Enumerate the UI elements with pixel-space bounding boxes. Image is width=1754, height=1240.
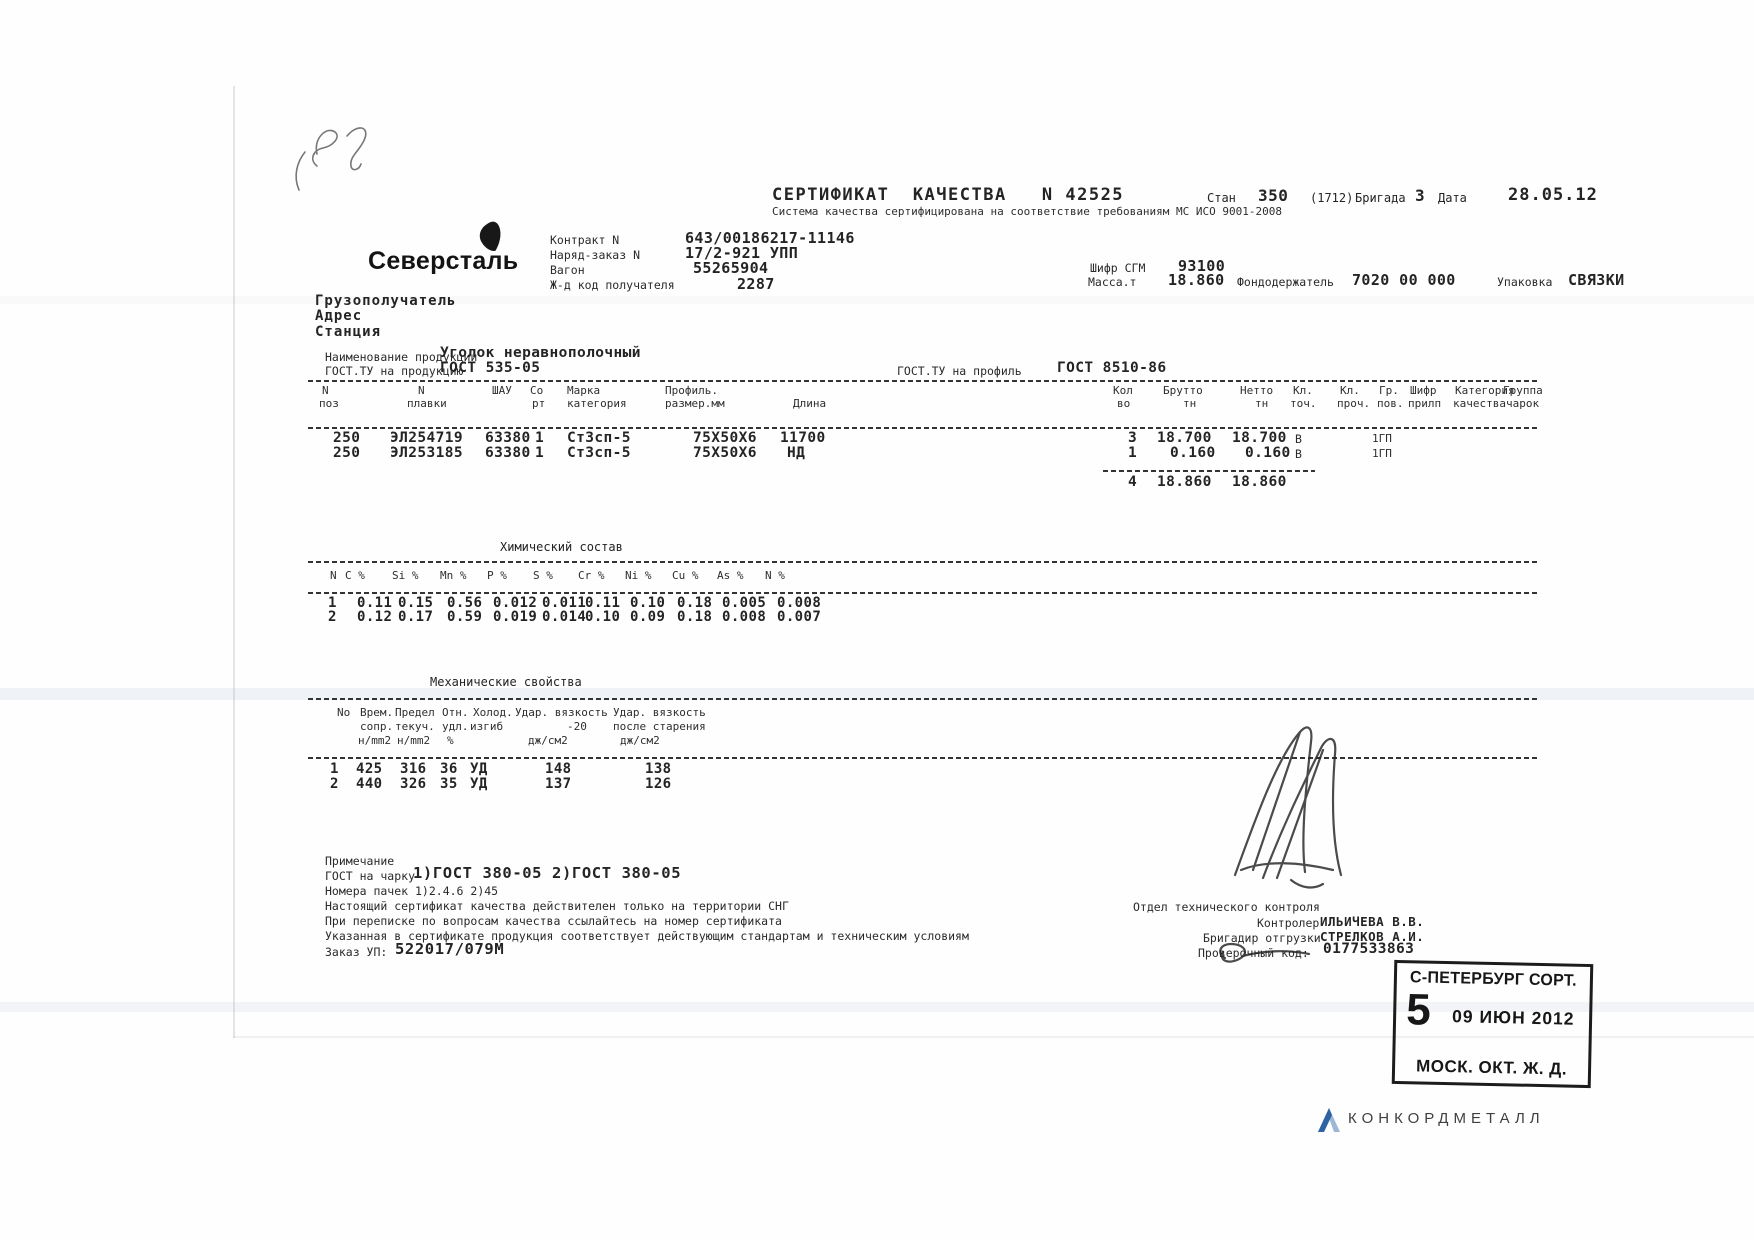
table-row-cell-pos: 250 — [333, 445, 361, 461]
chem-row-cell: 0.005 — [722, 595, 767, 611]
mech-row-cell: 126 — [645, 776, 672, 792]
chem-row-cell: 0.019 — [493, 609, 538, 625]
stamp-railway-line: МОСК. ОКТ. Ж. Д. — [1415, 1056, 1568, 1079]
chem-row-cell: 2 — [328, 609, 337, 625]
fund-holder-label: Фондодержатель — [1237, 275, 1334, 289]
table-row-cell-shau: 63380 — [485, 445, 531, 461]
railway-stamp — [1392, 960, 1594, 1088]
dashed-rule — [308, 380, 1540, 382]
chem-row-cell: 0.007 — [777, 609, 822, 625]
address-label: Адрес — [315, 308, 363, 324]
col-sort: Со — [530, 384, 544, 397]
gost-profile-label: ГОСТ.ТУ на профиль — [897, 364, 1022, 378]
chem-row-cell: 0.008 — [777, 595, 822, 611]
note-line: Настоящий сертификат качества действителен только на территории СНГ — [325, 899, 789, 913]
stan-extra: (1712) — [1310, 191, 1354, 205]
table-row-cell-sort: 1 — [535, 445, 545, 461]
wagon-label: Вагон — [550, 263, 585, 277]
mech-col-ud: дж/см2 — [528, 734, 568, 747]
stan-label: Стан — [1207, 191, 1236, 205]
mechanics-title: Механические свойства — [430, 675, 582, 689]
table-row-cell-length: НД — [787, 445, 806, 461]
gost-mark-label: ГОСТ на чарку — [325, 869, 416, 883]
mech-row-cell: 1 — [330, 761, 339, 777]
col-melt: N — [418, 384, 425, 397]
scan-band — [0, 296, 1754, 304]
col-profile: размер.мм — [665, 397, 725, 410]
table-row-cell-count: 3 — [1128, 430, 1138, 446]
order-up-label: Заказ УП: — [325, 945, 388, 959]
col-group: Группа — [1503, 384, 1543, 397]
chem-row-cell: 0.56 — [447, 595, 483, 611]
mech-col-ud: -20 — [567, 720, 587, 733]
totals-gross: 18.860 — [1157, 474, 1212, 490]
mech-row-cell: 316 — [400, 761, 427, 777]
gost-product-value: ГОСТ 535-05 — [440, 360, 541, 376]
chem-row-cell: 0.008 — [722, 609, 767, 625]
stamp-station-line: С-ПЕТЕРБУРГ СОРТ. — [1409, 968, 1578, 990]
signature-mark — [1205, 710, 1455, 1000]
stan-value: 350 — [1258, 186, 1289, 205]
brigade-label: Бригада — [1355, 191, 1406, 205]
qc-foreman-name: СТРЕЛКОВ А.И. — [1320, 929, 1425, 944]
chem-col-si: Si % — [392, 569, 419, 582]
dashed-rule-totals — [1103, 470, 1315, 472]
col-accuracy: Кл. — [1293, 384, 1313, 397]
qc-controller-label: Контролер — [1257, 916, 1320, 930]
col-pos: поз — [319, 397, 339, 410]
gost-product-label: ГОСТ.ТУ на продукцию — [325, 364, 464, 378]
table-row-cell-profile: 75X50X6 — [693, 430, 757, 446]
consignee-label: Грузополучатель — [315, 293, 457, 309]
certificate-title: СЕРТИФИКАТ КАЧЕСТВА N 42525 — [772, 185, 1125, 205]
col-melt: плавки — [407, 397, 447, 410]
packing-value: СВЯЗКИ — [1568, 271, 1625, 289]
mech-col-otn: Отн. — [442, 706, 469, 719]
station-label: Станция — [315, 324, 382, 340]
table-row-cell-cipher: 1ГП — [1372, 447, 1392, 460]
fund-holder-value: 7020 00 000 — [1352, 271, 1456, 289]
table-row-cell-net: 18.700 — [1232, 430, 1287, 446]
chem-col-as: As % — [717, 569, 744, 582]
date-label: Дата — [1438, 191, 1467, 205]
mech-col-pred: Предел — [395, 706, 435, 719]
col-surface: пов. — [1377, 397, 1404, 410]
note-line: При переписке по вопросам качества ссылайтесь на номер сертификата — [325, 914, 782, 928]
paper-left-edge — [233, 86, 235, 1038]
chem-row-cell: 0.18 — [677, 609, 713, 625]
mech-col-st: дж/см2 — [620, 734, 660, 747]
chem-col-p: P % — [487, 569, 507, 582]
col-shau: ШАУ — [492, 384, 512, 397]
mech-row-cell: 326 — [400, 776, 427, 792]
qc-code-label: Проверочный код: — [1198, 946, 1309, 960]
mech-row-cell: 138 — [645, 761, 672, 777]
mech-col-ud: Удар. вязкость — [515, 706, 608, 719]
totals-count: 4 — [1128, 474, 1138, 490]
notes-title: Примечание — [325, 854, 395, 868]
contract-value: 643/00186217-11146 — [685, 229, 855, 247]
table-row-cell-grade: Ст3сп-5 — [567, 430, 631, 446]
mech-col-vrem: сопр. — [360, 720, 394, 733]
order-value: 17/2-921 УПП — [685, 244, 799, 262]
col-pos: N — [322, 384, 329, 397]
chem-row-cell: 0.11 — [357, 595, 393, 611]
mech-row-cell: 36 — [440, 761, 458, 777]
contract-label: Контракт N — [550, 233, 620, 247]
product-name-value: Уголок неравнополочный — [440, 345, 641, 361]
mech-col-hol: изгиб — [470, 720, 504, 733]
table-row-cell-count: 1 — [1128, 445, 1138, 461]
mech-row-cell: 2 — [330, 776, 339, 792]
col-count: Кол — [1113, 384, 1133, 397]
note-line: Указанная в сертификате продукция соответствует действующим стандартам и техническим условиям — [325, 929, 969, 943]
mech-row-cell: УД — [470, 761, 488, 777]
gost-profile-value: ГОСТ 8510-86 — [1057, 360, 1167, 376]
chem-row-cell: 0.014 — [542, 609, 587, 625]
chem-row-cell: 0.15 — [398, 595, 434, 611]
chem-col-c: C % — [345, 569, 365, 582]
dashed-rule — [308, 592, 1540, 594]
order-label: Наряд-заказ N — [550, 248, 641, 262]
chem-row-cell: 0.11 — [585, 595, 621, 611]
qc-foreman-label: Бригадир отгрузки — [1203, 931, 1321, 945]
chem-col-cu: Cu % — [672, 569, 699, 582]
mech-col-otn: удл. — [442, 720, 469, 733]
chemistry-title: Химический состав — [500, 540, 623, 554]
col-cipher: прилп — [1408, 397, 1442, 410]
brigade-value: 3 — [1415, 186, 1426, 205]
col-accuracy: точ. — [1290, 397, 1317, 410]
col-category: Категория — [1455, 384, 1515, 397]
mech-col-hol: Холод. — [473, 706, 513, 719]
mech-col-vrem: н/mm2 — [358, 734, 392, 747]
col-cipher: Шифр — [1410, 384, 1437, 397]
stamp-date: 09 ИЮН 2012 — [1451, 1006, 1575, 1029]
dashed-rule — [308, 427, 1540, 429]
mech-col-pred: текуч. — [395, 720, 435, 733]
konkordmetall-logo-text: КОНКОРДМЕТАЛЛ — [1348, 1110, 1545, 1127]
chem-row-cell: 0.59 — [447, 609, 483, 625]
chem-row-cell: 0.012 — [493, 595, 538, 611]
col-strength: Кл. — [1340, 384, 1360, 397]
mech-col-pred: н/mm2 — [397, 734, 431, 747]
mech-col-st: Удар. вязкость — [613, 706, 706, 719]
col-grade: Марка — [567, 384, 601, 397]
chem-row-cell: 0.10 — [630, 595, 666, 611]
chem-col-n: N — [330, 569, 337, 582]
mech-row-cell: 425 — [356, 761, 383, 777]
mech-row-cell: УД — [470, 776, 488, 792]
gost-mark-value: 1)ГОСТ 380-05 2)ГОСТ 380-05 — [413, 864, 682, 882]
qc-code-value: 0177533863 — [1323, 941, 1415, 957]
dashed-rule — [308, 698, 1540, 700]
col-group: чарок — [1506, 397, 1540, 410]
col-net: Нетто — [1240, 384, 1274, 397]
rail-code-value: 2287 — [737, 275, 775, 293]
chem-col-mn: Mn % — [440, 569, 467, 582]
chem-row-cell: 1 — [328, 595, 337, 611]
chem-row-cell: 0.17 — [398, 609, 434, 625]
chem-row-cell: 0.011 — [542, 595, 587, 611]
table-row-cell-melt: ЭЛ254719 — [390, 430, 464, 446]
rail-code-label: Ж-д код получателя — [550, 278, 675, 292]
table-row-cell-sort: 1 — [535, 430, 545, 446]
table-row-cell-net: 0.160 — [1245, 445, 1291, 461]
chem-col-ni: Ni % — [625, 569, 652, 582]
col-category: качества — [1453, 397, 1506, 410]
col-sort: рт — [532, 397, 546, 410]
product-name-label: Наименование продукции — [325, 350, 478, 364]
table-row-cell-pos: 250 — [333, 430, 361, 446]
col-profile: Профиль. — [665, 384, 718, 397]
handwritten-mark — [283, 118, 403, 198]
col-gross: тн — [1183, 397, 1197, 410]
packing-label: Упаковка — [1497, 275, 1553, 289]
col-net: тн — [1255, 397, 1269, 410]
mech-row-cell: 35 — [440, 776, 458, 792]
col-gross: Брутто — [1163, 384, 1203, 397]
col-grade: категория — [567, 397, 627, 410]
table-row-cell-melt: ЭЛ253185 — [390, 445, 464, 461]
table-row-cell-grade: Ст3сп-5 — [567, 445, 631, 461]
mass-label: Масса.т — [1088, 275, 1137, 289]
table-row-cell-accuracy: В — [1295, 432, 1302, 446]
table-row-cell-cipher: 1ГП — [1372, 432, 1392, 445]
table-row-cell-profile: 75X50X6 — [693, 445, 757, 461]
dashed-rule — [308, 561, 1540, 563]
mech-row-cell: 137 — [545, 776, 572, 792]
quality-system-subtitle: Система качества сертифицирована на соответствие требованиям МС ИСО 9001-2008 — [772, 205, 1282, 218]
chem-col-cr: Cr % — [578, 569, 605, 582]
chem-col-s: S % — [533, 569, 553, 582]
chem-row-cell: 0.10 — [585, 609, 621, 625]
chem-row-cell: 0.09 — [630, 609, 666, 625]
date-value: 28.05.12 — [1508, 185, 1598, 205]
totals-net: 18.860 — [1232, 474, 1287, 490]
chem-row-cell: 0.18 — [677, 595, 713, 611]
konkordmetall-logo-icon — [1316, 1106, 1342, 1134]
mech-col-no: No — [337, 706, 351, 719]
qc-controller-name: ИЛЬИЧЕВА В.В. — [1320, 914, 1425, 929]
mech-row-cell: 440 — [356, 776, 383, 792]
mech-row-cell: 148 — [545, 761, 572, 777]
table-row-cell-gross: 0.160 — [1170, 445, 1216, 461]
mech-col-vrem: Врем. — [360, 706, 394, 719]
order-up-value: 522017/079М — [395, 940, 505, 958]
col-count: во — [1117, 397, 1131, 410]
table-row-cell-accuracy: В — [1295, 447, 1302, 461]
col-surface: Гр. — [1379, 384, 1399, 397]
col-length: Длина — [793, 397, 827, 410]
qc-department: Отдел технического контроля — [1133, 900, 1320, 914]
table-row-cell-shau: 63380 — [485, 430, 531, 446]
col-strength: проч. — [1337, 397, 1371, 410]
stamp-number: 5 — [1405, 985, 1432, 1035]
packs-line: Номера пачек 1)2.4.6 2)45 — [325, 884, 499, 898]
chem-col-n2: N % — [765, 569, 785, 582]
mech-col-otn: % — [447, 734, 454, 747]
chem-row-cell: 0.12 — [357, 609, 393, 625]
cipher-sgm-label: Шифр СГМ — [1090, 261, 1146, 275]
wagon-value: 55265904 — [693, 259, 769, 277]
mass-value: 18.860 — [1168, 271, 1225, 289]
cipher-sgm-value: 93100 — [1178, 257, 1226, 275]
table-row-cell-gross: 18.700 — [1157, 430, 1212, 446]
severstal-logo-text: Северсталь — [368, 247, 519, 275]
table-row-cell-length: 11700 — [780, 430, 826, 446]
mech-col-st: после старения — [613, 720, 706, 733]
